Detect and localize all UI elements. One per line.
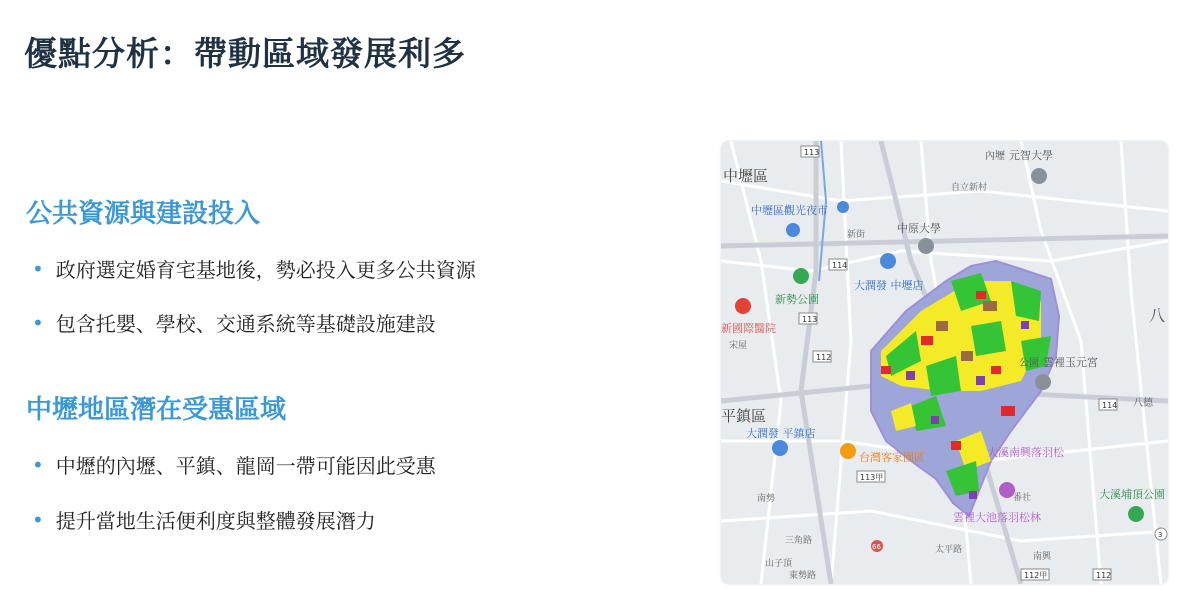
map-label-xinjie: 新街 <box>847 230 866 240</box>
bullet-text: 中壢的內壢、平鎮、龍岡一帶可能因此受惠 <box>55 454 436 478</box>
map-label-bade: 八德 <box>1133 398 1153 409</box>
map-label-yunli-temple: 雲裡玉元宮 <box>1043 356 1098 369</box>
bullet-item <box>32 308 436 337</box>
zoning-map[interactable] <box>721 141 1168 584</box>
map-label-ziyou: 自立新村 <box>951 183 988 193</box>
map-label-fanshe: 番社 <box>1013 493 1032 503</box>
map-label-gongyuan: 公園 <box>1019 358 1039 369</box>
bullet-text: 政府選定婚育宅基地後，勢必投入更多公共資源 <box>55 258 476 282</box>
map-label-nanshi: 南勢 <box>757 494 776 504</box>
route-112-label: 112 <box>1096 571 1112 580</box>
shopping-icon <box>786 223 800 237</box>
map-label-xingnan: 大溪南興落羽松 <box>987 446 1064 459</box>
map-label-nanxing: 南興 <box>1033 552 1052 562</box>
route-113-label: 113 <box>804 148 820 157</box>
map-label-night-market: 中壢區觀光夜市 <box>751 204 828 217</box>
map-label-rt-zhongli: 大潤發 中壢店 <box>854 279 924 292</box>
bullet-dot-icon: • <box>32 256 44 281</box>
map-label-dongshi: 東勢路 <box>789 571 817 581</box>
map-label-sanjiao: 三角路 <box>785 536 813 546</box>
map-label-songshe: 宋屋 <box>729 341 748 351</box>
map-label-zhongli: 中壢區 <box>723 167 769 185</box>
bullet-text: 包含托嬰、學校、交通系統等基礎設施建設 <box>55 312 436 336</box>
bullet-item <box>32 254 476 283</box>
map-canvas <box>721 141 1168 584</box>
shopping-icon <box>837 201 849 213</box>
route-112b-label: 112甲 <box>1024 571 1048 580</box>
map-label-neili: 內壢 <box>985 151 1005 162</box>
attraction-icon <box>840 443 856 459</box>
store-icon <box>880 253 896 269</box>
map-label-ba: 八 <box>1149 306 1166 325</box>
section-heading-public-resources: 公共資源與建設投入 <box>26 199 261 229</box>
park-icon <box>1128 506 1144 522</box>
page-title: 優點分析：帶動區域發展利多 <box>24 34 466 73</box>
bullet-text: 提升當地生活便利度與整體發展潛力 <box>55 509 376 533</box>
route-113b-label: 113甲 <box>860 473 884 482</box>
map-label-rt-pingzhen: 大潤發 平鎮店 <box>746 427 816 440</box>
map-label-pingzhen: 平鎮區 <box>721 407 767 425</box>
map-label-yunli-pine: 雲裡大池落羽松林 <box>953 511 1041 524</box>
park-icon <box>793 268 809 284</box>
route-66-label: 66 <box>872 543 881 551</box>
bullet-item <box>32 450 436 479</box>
bullet-dot-icon: • <box>32 452 44 477</box>
map-label-hospital: 新國際醫院 <box>721 322 776 335</box>
map-label-xinshi-park: 新勢公園 <box>775 293 819 306</box>
map-label-shan-park: 大溪埔頂公園 <box>1099 488 1165 501</box>
store-icon <box>772 440 788 456</box>
hospital-icon <box>735 298 751 314</box>
school-icon <box>918 238 934 254</box>
map-label-taiping: 太平路 <box>935 545 963 555</box>
route-112-label: 112 <box>816 353 832 362</box>
bullet-item <box>32 505 376 534</box>
bullet-dot-icon: • <box>32 507 44 532</box>
route-3-label: 3 <box>1158 531 1163 539</box>
map-label-yuanzhi: 元智大學 <box>1009 149 1053 162</box>
route-114-label: 114 <box>832 261 848 270</box>
school-icon <box>1031 168 1047 184</box>
section-heading-beneficiary-areas: 中壢地區潛在受惠區域 <box>26 395 287 425</box>
bullet-dot-icon: • <box>32 310 44 335</box>
map-label-shanziding: 山子頂 <box>765 559 793 569</box>
map-label-cycu: 中原大學 <box>897 222 941 235</box>
route-113-label: 113 <box>802 315 818 324</box>
temple-icon <box>1035 374 1051 390</box>
route-114-label: 114 <box>1102 401 1118 410</box>
map-label-taiwan-park: 台灣客家園區 <box>859 451 925 464</box>
